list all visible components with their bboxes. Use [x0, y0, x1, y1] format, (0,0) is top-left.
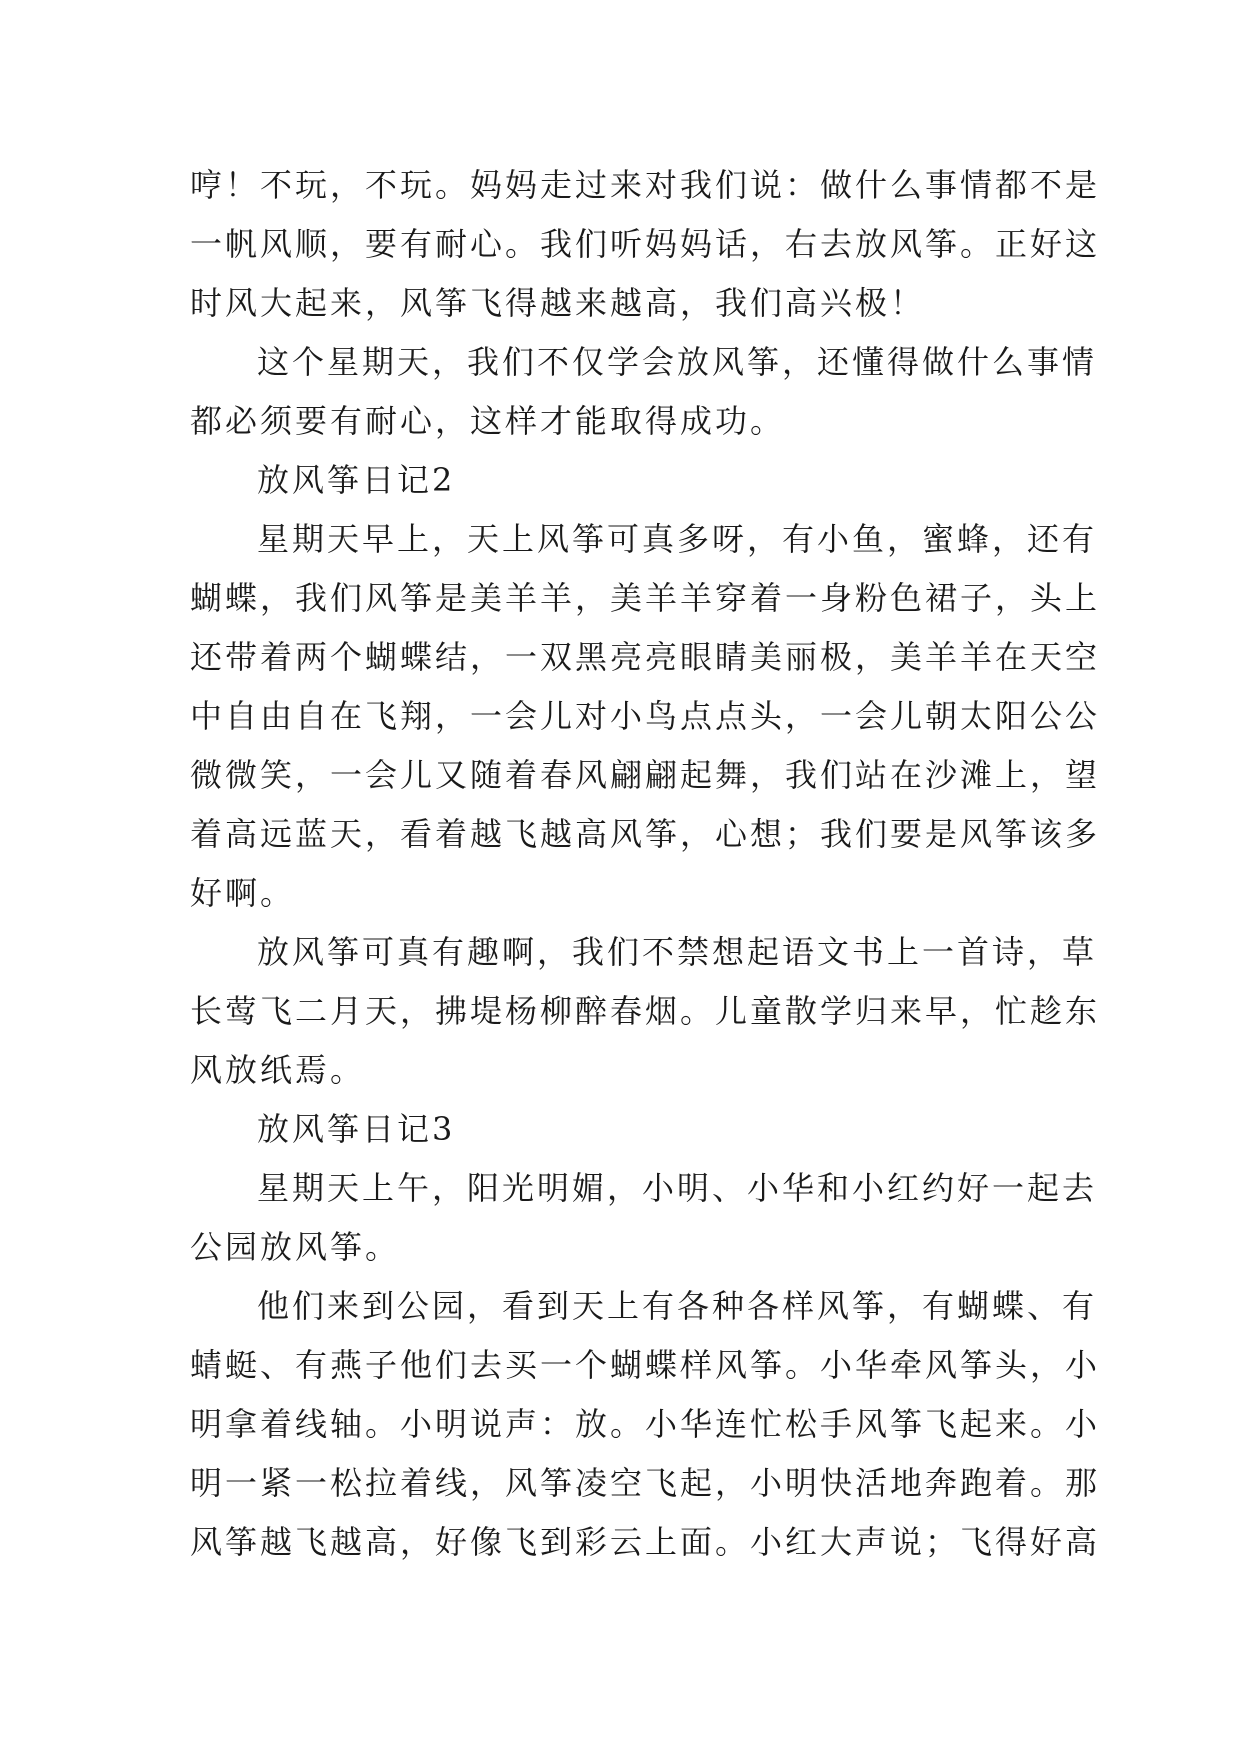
text-line: 明拿着线轴。小明说声：放。小华连忙松手风筝飞起来。小 [190, 1405, 1101, 1443]
text-line: 都必须要有耐心，这样才能取得成功。 [190, 402, 786, 440]
text-line: 着高远蓝天，看着越飞越高风筝，心想；我们要是风筝该多 [190, 815, 1101, 853]
text-line: 公园放风筝。 [190, 1228, 401, 1266]
text-line: 星期天上午，阳光明媚，小明、小华和小红约好一起去 [257, 1169, 1098, 1207]
text-line: 蝴蝶，我们风筝是美羊羊，美羊羊穿着一身粉色裙子，头上 [190, 579, 1101, 617]
text-line: 这个星期天，我们不仅学会放风筝，还懂得做什么事情 [257, 343, 1098, 381]
text-line: 哼！不玩，不玩。妈妈走过来对我们说：做什么事情都不是 [190, 166, 1101, 204]
text-line: 中自由自在飞翔，一会儿对小鸟点点头，一会儿朝太阳公公 [190, 697, 1101, 735]
section-heading: 放风筝日记2 [257, 461, 456, 499]
text-line: 风筝越飞越高，好像飞到彩云上面。小红大声说；飞得好高 [190, 1523, 1101, 1561]
text-line: 一帆风顺，要有耐心。我们听妈妈话，右去放风筝。正好这 [190, 225, 1101, 263]
text-line: 好啊。 [190, 874, 296, 912]
text-line: 微微笑，一会儿又随着春风翩翩起舞，我们站在沙滩上，望 [190, 756, 1101, 794]
text-line: 他们来到公园，看到天上有各种各样风筝，有蝴蝶、有 [257, 1287, 1098, 1325]
text-line: 星期天早上，天上风筝可真多呀，有小鱼，蜜蜂，还有 [257, 520, 1098, 558]
document-body [190, 156, 1101, 1572]
text-line: 明一紧一松拉着线，风筝凌空飞起，小明快活地奔跑着。那 [190, 1464, 1101, 1502]
text-line: 还带着两个蝴蝶结，一双黑亮亮眼睛美丽极，美羊羊在天空 [190, 638, 1101, 676]
section-heading: 放风筝日记3 [257, 1110, 456, 1148]
text-line: 长莺飞二月天，拂堤杨柳醉春烟。儿童散学归来早，忙趁东 [190, 992, 1101, 1030]
text-line: 时风大起来，风筝飞得越来越高，我们高兴极！ [190, 284, 926, 322]
text-line: 风放纸焉。 [190, 1051, 366, 1089]
text-line: 放风筝可真有趣啊，我们不禁想起语文书上一首诗，草 [257, 933, 1098, 971]
text-line: 蜻蜓、有燕子他们去买一个蝴蝶样风筝。小华牵风筝头，小 [190, 1346, 1101, 1384]
